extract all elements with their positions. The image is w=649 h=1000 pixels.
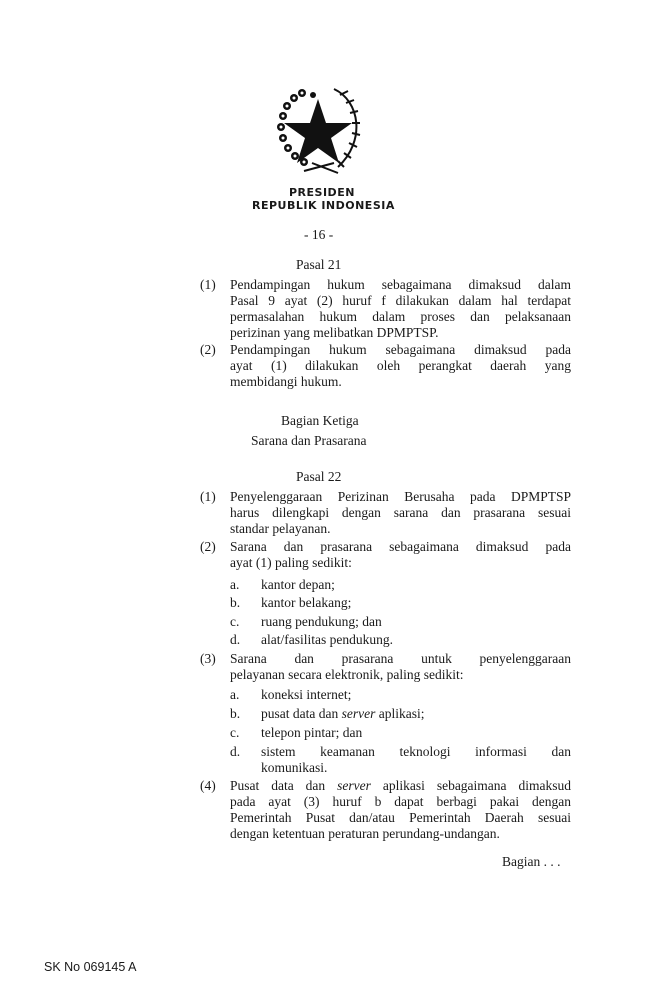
page-number: - 16 - bbox=[304, 227, 334, 242]
text-line: standar pelayanan. bbox=[230, 521, 331, 536]
text-line: harus dilengkapi dengan sarana dan prasarana sesuai bbox=[230, 505, 571, 520]
text-line: perizinan yang melibatkan DPMPTSP. bbox=[230, 325, 439, 340]
list-text: koneksi internet; bbox=[261, 687, 352, 702]
list-text: kantor depan; bbox=[261, 577, 335, 592]
ayat-number: (2) bbox=[200, 539, 216, 554]
list-letter: d. bbox=[230, 632, 241, 647]
section-subtitle: Sarana dan Prasarana bbox=[251, 433, 367, 448]
text-line: Pasal 9 ayat (2) huruf f dilakukan dalam hal terdapat bbox=[230, 293, 571, 308]
state-emblem bbox=[272, 85, 368, 177]
list-text: telepon pintar; dan bbox=[261, 725, 363, 740]
text-line: permasalahan hukum dalam proses dan pelaksanaan bbox=[230, 309, 571, 324]
text-line: Pendampingan hukum sebagaimana dimaksud pada bbox=[230, 342, 571, 357]
text-line: Penyelenggaraan Perizinan Berusaha pada DPMPTSP bbox=[230, 489, 571, 504]
text-run: aplikasi; bbox=[375, 706, 425, 721]
text-line: pelayanan secara elektronik, paling sedikit: bbox=[230, 667, 464, 682]
text-run: pusat data dan bbox=[261, 706, 342, 721]
ayat-number: (1) bbox=[200, 489, 216, 504]
text-line: membidangi hukum. bbox=[230, 374, 342, 389]
ayat-number: (3) bbox=[200, 651, 216, 666]
ayat-number: (1) bbox=[200, 277, 216, 292]
list-text: ruang pendukung; dan bbox=[261, 614, 382, 629]
list-letter: b. bbox=[230, 595, 241, 610]
text-run: aplikasi sebagaimana dimaksud bbox=[370, 778, 571, 793]
list-letter: a. bbox=[230, 687, 240, 702]
text-line: Sarana dan prasarana untuk penyelenggaraan bbox=[230, 651, 571, 666]
text-line: sistem keamanan teknologi informasi dan bbox=[261, 744, 571, 759]
text-line: Pemerintah Pusat dan/atau Pemerintah Daerah sesuai bbox=[230, 810, 571, 825]
section-title: Bagian Ketiga bbox=[281, 413, 359, 428]
list-letter: c. bbox=[230, 614, 240, 629]
list-text bbox=[261, 706, 571, 722]
text-line: komunikasi. bbox=[261, 760, 328, 775]
pasal-22-title: Pasal 22 bbox=[296, 469, 342, 484]
ayat-number: (2) bbox=[200, 342, 216, 357]
text-line: Sarana dan prasarana sebagaimana dimaksud pada bbox=[230, 539, 571, 554]
text-line: ayat (1) paling sedikit: bbox=[230, 555, 352, 570]
footer-sk-number: SK No 069145 A bbox=[44, 960, 137, 974]
italic-term: server bbox=[337, 778, 371, 793]
list-letter: b. bbox=[230, 706, 241, 721]
italic-term: server bbox=[341, 706, 376, 721]
text-run: Pusat data dan bbox=[230, 778, 338, 793]
ayat-number: (4) bbox=[200, 778, 216, 793]
header-republik-indonesia: REPUBLIK INDONESIA bbox=[252, 199, 395, 212]
header-presiden: PRESIDEN bbox=[289, 186, 355, 199]
continuation-marker: Bagian . . . bbox=[502, 854, 561, 869]
text-line bbox=[230, 778, 571, 794]
text-line: dengan ketentuan peraturan perundang-undangan. bbox=[230, 826, 500, 841]
text-line: pada ayat (3) huruf b dapat berbagi pakai dengan bbox=[230, 794, 571, 809]
list-letter: d. bbox=[230, 744, 241, 759]
list-letter: a. bbox=[230, 577, 240, 592]
list-text: alat/fasilitas pendukung. bbox=[261, 632, 393, 647]
list-text: kantor belakang; bbox=[261, 595, 352, 610]
pasal-21-title: Pasal 21 bbox=[296, 257, 342, 272]
text-line: ayat (1) dilakukan oleh perangkat daerah yang bbox=[230, 358, 571, 373]
list-letter: c. bbox=[230, 725, 240, 740]
text-line: Pendampingan hukum sebagaimana dimaksud dalam bbox=[230, 277, 571, 292]
